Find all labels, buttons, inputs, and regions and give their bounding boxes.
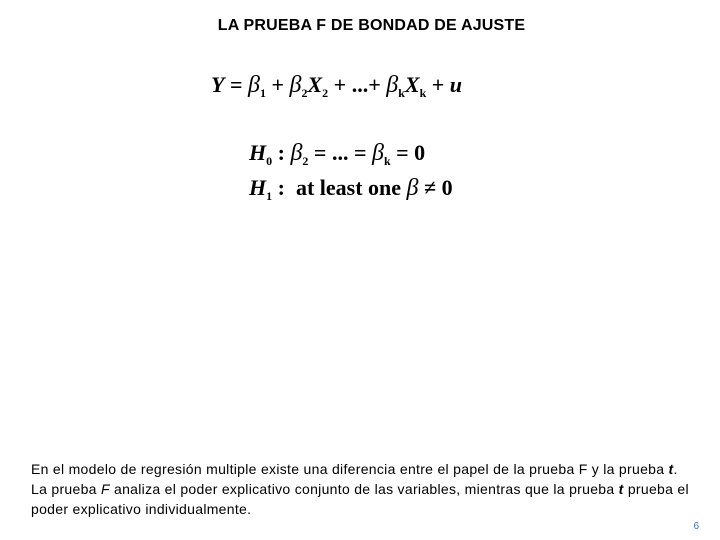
page-number: 6 [693,521,699,532]
eq-x-k: X [404,72,420,97]
h0-beta-2: β [290,140,303,166]
h0-eq-zero: = 0 [396,140,426,165]
eq-beta-2: β [289,72,302,98]
caption-t-2: t [618,481,624,497]
alternative-hypothesis [249,175,453,203]
h0-sub-2: 2 [302,154,309,168]
regression-model-equation [211,72,463,100]
h1-colon: : [277,175,285,200]
slide-caption [31,459,691,519]
h1-beta: β [406,175,419,201]
eq-beta-1: β [248,72,260,98]
caption-part-1: En el modelo de regresión multiple existe una diferencia entre el papel de la prueba F y la prueba [31,461,669,477]
eq-beta-k: β [386,72,399,98]
eq-sub-xk: k [419,86,427,100]
caption-part-3: analiza el poder explicativo conjunto de las variables, mientras que la prueba [109,481,619,497]
caption-part-2: . La prueba [31,461,678,497]
caption-part-4: prueba el poder explicativo individualmente. [31,481,689,517]
null-hypothesis [249,140,426,168]
h0-beta-k: β [371,140,384,166]
h1-ne-zero: ≠ 0 [424,175,453,200]
caption-f: F [100,481,110,497]
eq-equals: = [229,72,243,97]
h0-eq-dots: = ... = [313,140,367,165]
eq-sub-2: 2 [301,86,308,100]
eq-plus-1: + [271,72,284,97]
h1-sub-1: 1 [266,189,273,203]
eq-u: u [449,72,463,97]
eq-sub-1: 1 [259,86,266,100]
h1-text: at least one [295,175,402,200]
slide-title: LA PRUEBA F DE BONDAD DE AJUSTE [217,17,526,34]
h1-h: H [249,175,267,200]
eq-x-2: X [307,72,323,97]
h0-sub-0: 0 [266,154,273,168]
eq-sub-x2: 2 [322,86,329,100]
caption-t-1: t [668,461,674,477]
h0-sub-k: k [383,154,391,168]
eq-plus-3: + [368,72,381,97]
eq-sub-k: k [398,86,405,100]
h0-colon: : [277,140,285,165]
eq-y: Y [211,72,225,97]
eq-plus-4: + [431,72,445,97]
eq-dots: ... [351,72,369,97]
eq-plus-2: + [333,72,347,97]
h0-h: H [249,140,267,165]
